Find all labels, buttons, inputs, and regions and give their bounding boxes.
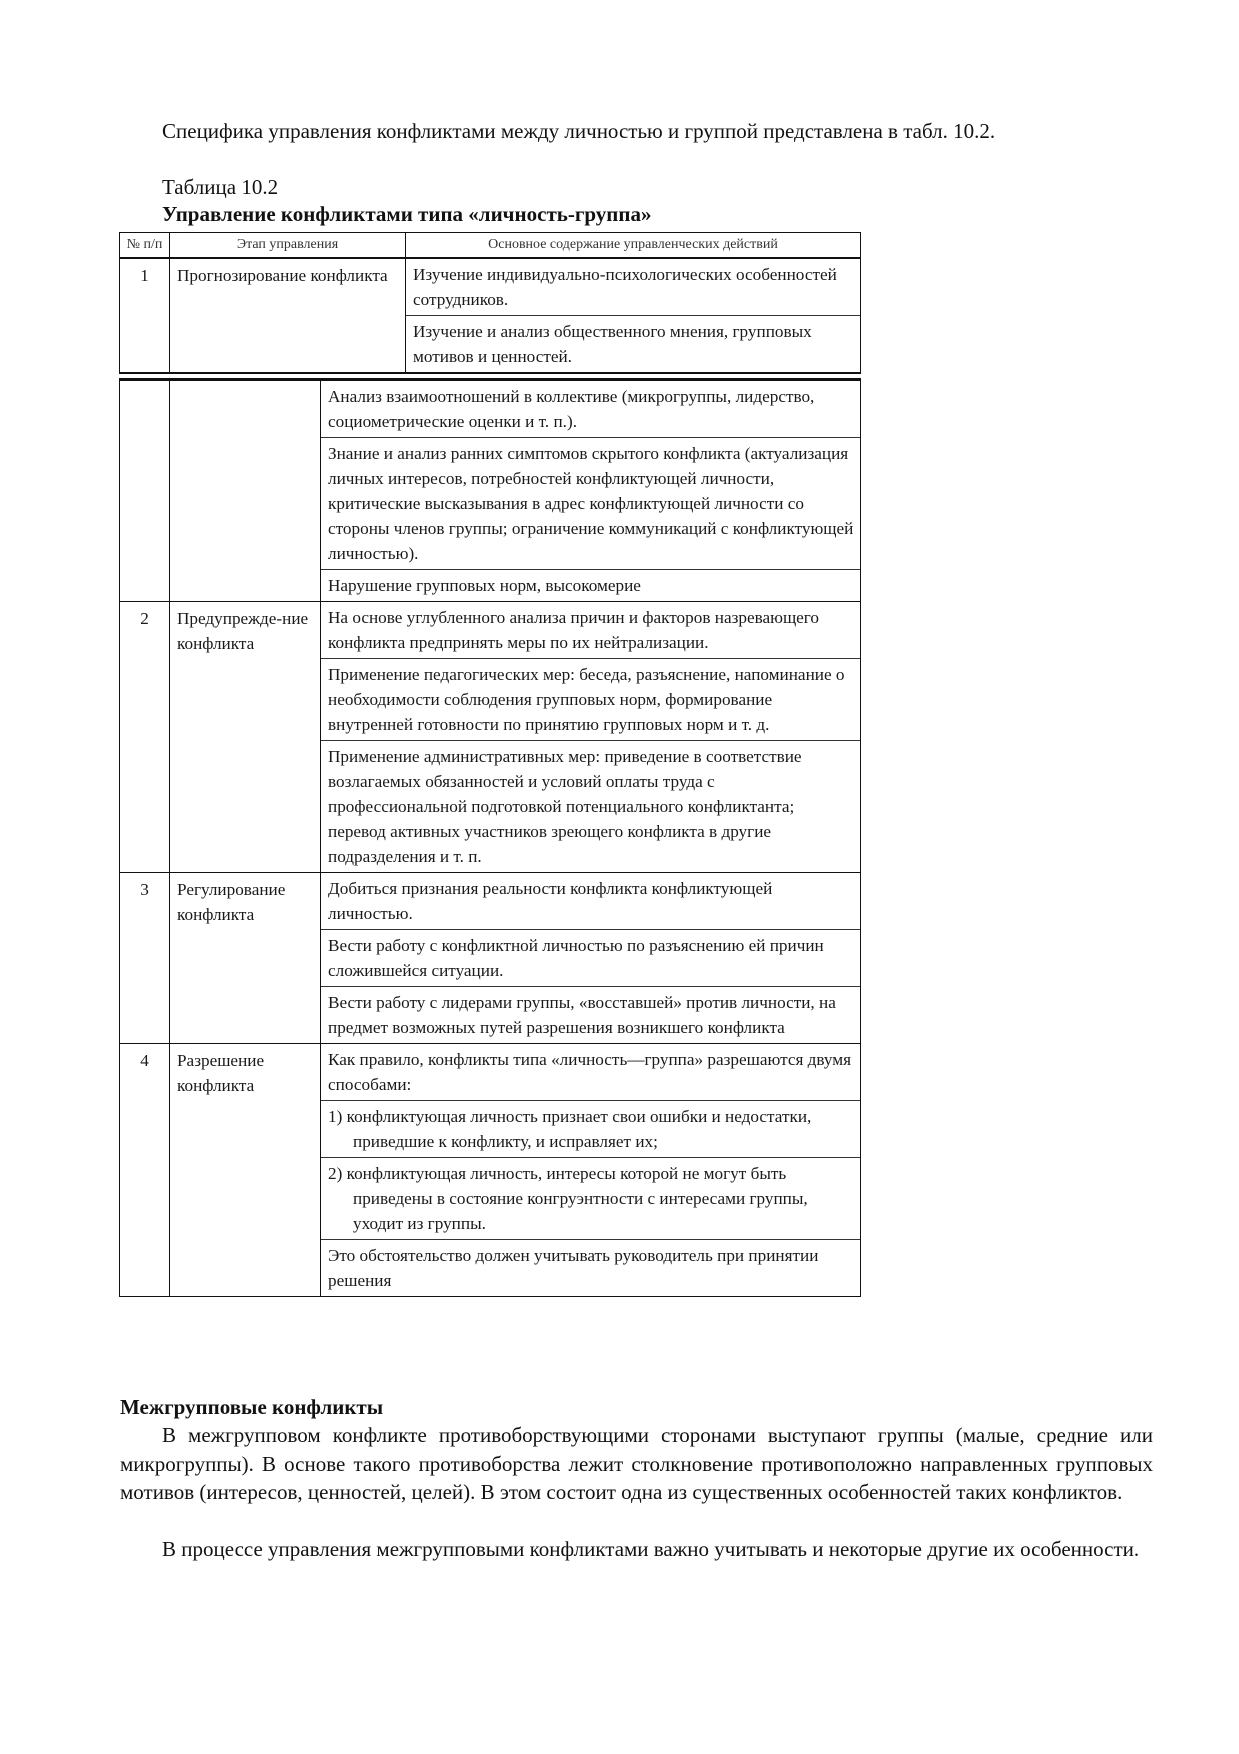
row-number: 1 [120, 258, 170, 373]
row-content [321, 602, 861, 873]
intro-paragraph: Специфика управления конфликтами между личностью и группой представлена в табл. 10.2. [162, 119, 996, 143]
content-list-item: 1) конфликтующая личность признает свои ошибки и недостатки, приведшие к конфликту, и исправляет их; [321, 1101, 860, 1158]
content-list-item: 2) конфликтующая личность, интересы которой не могут быть приведены в состояние конгруэнтности с интересами группы, уходит из группы. [321, 1158, 860, 1240]
content-item: Анализ взаимоотношений в коллективе (микрогруппы, лидерство, социометрические оценки и т. п.). [321, 381, 860, 438]
content-item: Вести работу с лидерами группы, «восставшей» против личности, на предмет возможных путей разрешения возникшего конфликта [328, 993, 836, 1037]
table-row [120, 380, 861, 602]
row-number: 4 [120, 1044, 170, 1297]
table-label: Таблица 10.2 [162, 175, 279, 199]
table-row [120, 602, 861, 873]
body-paragraph: В процессе управления межгрупповыми конфликтами важно учитывать и некоторые другие их особенности. [162, 1537, 1140, 1561]
row-stage [170, 380, 321, 602]
row-content [321, 1044, 861, 1297]
content-item: Нарушение групповых норм, высокомерие [328, 576, 641, 595]
row-stage: Разрешение конфликта [170, 1044, 321, 1297]
content-item: На основе углубленного анализа причин и факторов назревающего конфликта предпринять меры по их нейтрализации. [321, 602, 860, 659]
content-item: Это обстоятельство должен учитывать руководитель при принятии решения [328, 1246, 819, 1290]
header-content: Основное содержание управленческих действий [406, 233, 861, 259]
content-item: Знание и анализ ранних симптомов скрытого конфликта (актуализация личных интересов, потребностей конфликтующей личности, критические высказывания в адрес конфликтующей личности со стороны членов группы; ограничение коммуникаций с конфликтующей личностью). [321, 438, 860, 570]
table-row [120, 873, 861, 1044]
content-item: Добиться признания реальности конфликта конфликтующей личностью. [321, 873, 860, 930]
row-stage: Предупрежде-ние конфликта [170, 602, 321, 873]
table-row [120, 1044, 861, 1297]
content-item: Вести работу с конфликтной личностью по разъяснению ей причин сложившейся ситуации. [321, 930, 860, 987]
table-row [120, 258, 861, 373]
conflict-table-part-2 [119, 378, 861, 1297]
table-header-row [120, 233, 861, 259]
content-item: Как правило, конфликты типа «личность—группа» разрешаются двумя способами: [321, 1044, 860, 1101]
row-stage: Регулирование конфликта [170, 873, 321, 1044]
row-stage: Прогнозирование конфликта [170, 258, 406, 373]
row-content [406, 258, 861, 373]
section-heading: Межгрупповые конфликты [120, 1395, 384, 1419]
table-title: Управление конфликтами типа «личность-группа» [162, 202, 652, 226]
content-item: Изучение индивидуально-психологических особенностей сотрудников. [406, 259, 860, 316]
conflict-table-part-1 [119, 232, 861, 374]
row-content [321, 380, 861, 602]
body-paragraph: В межгрупповом конфликте противоборствующими сторонами выступают группы (малые, средние или микрогруппы). В основе такого противоборства лежит столкновение противоположно направленных групповых мотивов (интересов, ценностей, целей). В этом состоит одна из существенных особенностей таких конфликтов. [120, 1423, 1153, 1504]
content-item: Применение административных мер: приведение в соответствие возлагаемых обязанностей и условий оплаты труда с профессиональной подготовкой потенциального конфликтанта; перевод активных участников зреющего конфликта в другие подразделения и т. п. [328, 747, 802, 866]
content-item: Применение педагогических мер: беседа, разъяснение, напоминание о необходимости соблюдения групповых норм, формирование внутренней готовности по принятию групповых норм и т. д. [321, 659, 860, 741]
header-stage: Этап управления [170, 233, 406, 259]
row-content [321, 873, 861, 1044]
row-number: 2 [120, 602, 170, 873]
content-item: Изучение и анализ общественного мнения, групповых мотивов и ценностей. [413, 322, 812, 366]
row-number: 3 [120, 873, 170, 1044]
header-num: № п/п [120, 233, 170, 259]
row-number [120, 380, 170, 602]
